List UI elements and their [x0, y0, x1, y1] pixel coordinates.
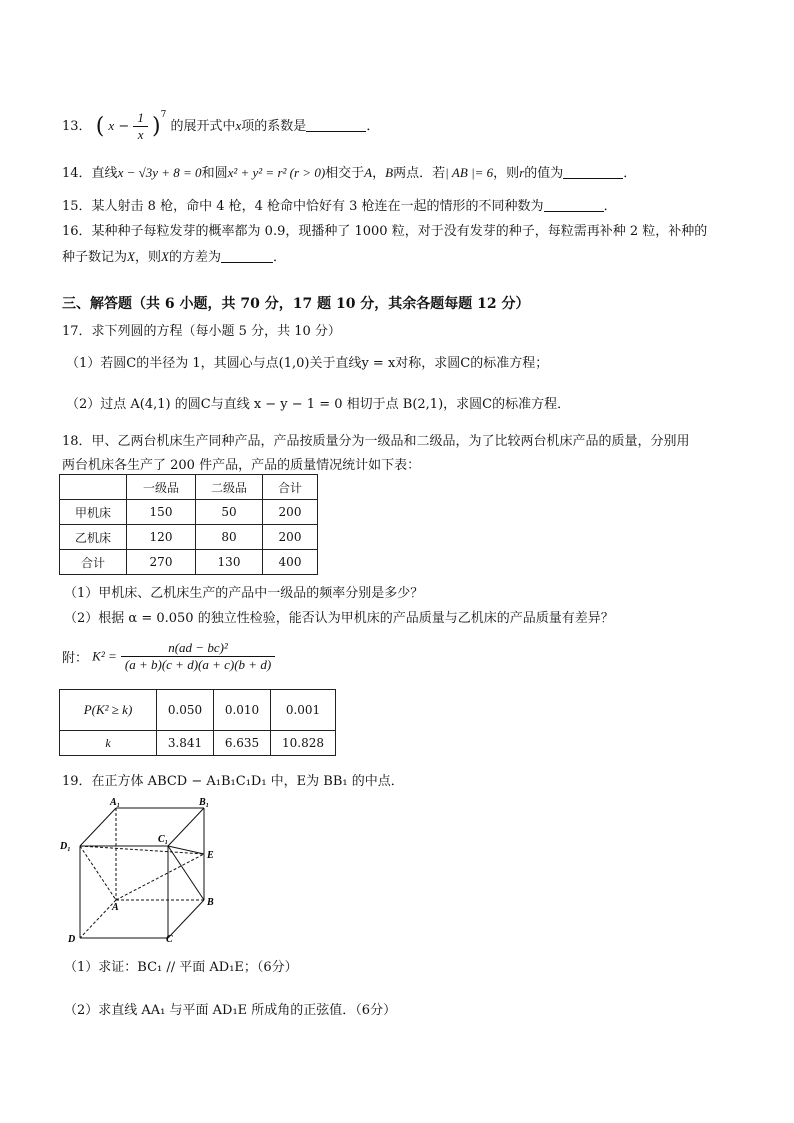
question-18-line-2: 两台机床各生产了 200 件产品，产品的质量情况统计如下表： [62, 458, 421, 473]
label-c1: C₁ [158, 834, 169, 845]
question-17-part-2: （2）过点 A(4,1) 的圆C与直线 x − y − 1 = 0 相切于点 B(2,1)，求圆C的标准方程． [66, 397, 571, 412]
section-title: 三、解答题（共 6 小题，共 70 分，17 题 10 分，其余各题每题 12 分） [62, 296, 530, 312]
question-16-line-1: 16．某种种子每粒发芽的概率都为 0.9，现播种了 1000 粒，对于没有发芽的种子，每粒需再补种 2 粒，补种的 [62, 224, 708, 239]
question-18-part-1: （1）甲机床、乙机床生产的产品中一级品的频率分别是多少？ [64, 586, 424, 601]
edge-d1a1 [80, 808, 116, 846]
label-d: D [68, 934, 76, 945]
table-row: k 3.841 6.635 10.828 [60, 731, 336, 756]
label-b1: B₁ [199, 797, 210, 808]
segment-d1a-hidden [80, 846, 116, 900]
question-14: 14．直线x − √3y + 8 = 0和圆x² + y² = r² (r > 0)相交于A，B两点．若| AB |= 6，则r的值为 ． [62, 165, 637, 181]
edge-cb [168, 900, 204, 938]
answer-blank [544, 199, 604, 212]
question-19-title: 19．在正方体 ABCD − A₁B₁C₁D₁ 中，E为 BB₁ 的中点． [62, 774, 404, 789]
label-e: E [207, 850, 214, 861]
expr-x: x [108, 118, 115, 133]
table-header-row: 一级品 二级品 合计 [60, 475, 318, 500]
label-a: A [112, 902, 119, 913]
segment-c1b [168, 846, 204, 900]
question-17-part-1: （1）若圆C的半径为 1，其圆心与点(1,0)关于直线y = x对称，求圆C的标准方程； [66, 356, 549, 371]
exponent: 7 [160, 109, 167, 120]
fraction-one-over-x: $\frac{1}{x}$ [133, 110, 148, 143]
table-row: 合计 270 130 400 [60, 550, 318, 575]
table-row: 甲机床 150 50 200 [60, 500, 318, 525]
cube-diagram [58, 796, 228, 946]
question-17-title: 17．求下列圆的方程（每小题 5 分，共 10 分） [62, 324, 341, 339]
line-equation: x − √3y + 8 = 0 [117, 165, 202, 180]
table-row: P(K² ≥ k) 0.050 0.010 0.001 [60, 690, 336, 731]
question-18-line-1: 18．甲、乙两台机床生产同种产品，产品按质量分为一级品和二级品，为了比较两台机床产品的质量，分别用 [62, 434, 690, 449]
question-16-line-2: 种子数记为X，则X的方差为 ． [62, 249, 286, 265]
table-row: 乙机床 120 80 200 [60, 525, 318, 550]
chi-square-formula: 附： K² = $\frac{\text{n(ad − bc)²}}{(a + b)(c + d)(a + c)(b + d)}$ [62, 640, 275, 680]
edge-c1b1 [168, 808, 204, 846]
label-b: B [207, 897, 214, 908]
critical-value-table [59, 689, 336, 756]
segment-ae-hidden [116, 854, 204, 900]
answer-blank [306, 119, 366, 132]
ab-condition: | AB |= 6 [445, 165, 494, 180]
edge-ad-hidden [80, 900, 116, 938]
answer-blank [221, 250, 273, 263]
question-19-part-1: （1）求证：BC₁ // 平面 AD₁E；（6分） [64, 960, 298, 975]
circle-equation: x² + y² = r² (r > 0) [227, 165, 326, 180]
label-a1: A₁ [110, 797, 121, 808]
question-18-part-2: （2）根据 α = 0.050 的独立性检验，能否认为甲机床的产品质量与乙机床的产品质量有差异？ [64, 611, 614, 626]
question-19-part-2: （2）求直线 AA₁ 与平面 AD₁E 所成角的正弦值．（6分） [64, 1003, 397, 1018]
label-c: C [166, 934, 173, 945]
quality-table [59, 474, 318, 575]
label-d1: D₁ [60, 841, 71, 852]
question-number: 13． [62, 119, 92, 134]
formula-fraction: $\frac{\text{n(ad − bc)²}}{(a + b)(c + d)(a + c)(b + d)}$ [121, 640, 275, 673]
question-15: 15．某人射击 8 枪，命中 4 枪，4 枪命中恰好有 3 枪连在一起的情形的不同种数为 ． [62, 199, 617, 214]
answer-blank [563, 166, 623, 179]
question-13: 13． ( x − $\frac{1}{x}$ )$^7$ 的展开式中x项的系数是 ． [62, 109, 380, 142]
